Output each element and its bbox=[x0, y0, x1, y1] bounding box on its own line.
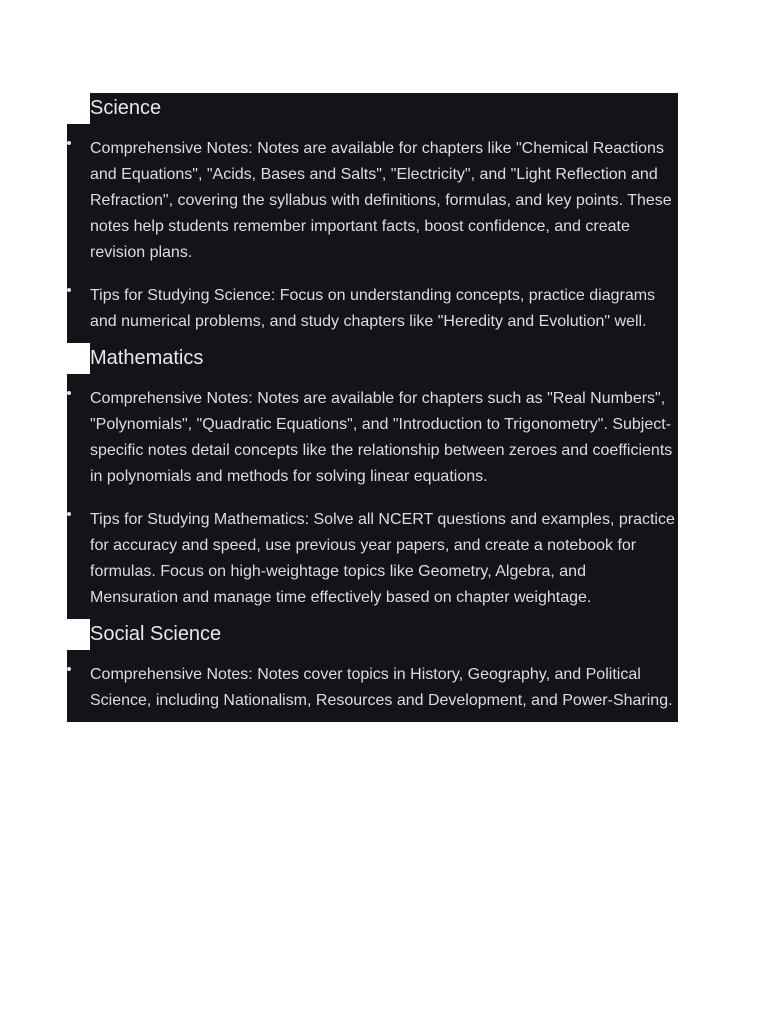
list-item bbox=[67, 124, 678, 274]
bullet-icon bbox=[67, 512, 71, 516]
list-item-text: Comprehensive Notes: Notes are available for chapters such as "Real Numbers", "Polynomials", "Quadratic Equations", and "Introduction to Trigonometry". Subject-specific notes detail concepts like the relationship between zeroes and coefficients in polynomials and methods for solving linear equations. bbox=[90, 390, 673, 485]
section-heading: Social Science bbox=[90, 619, 678, 650]
list-item-text: Comprehensive Notes: Notes cover topics in History, Geography, and Political Science, including Nationalism, Resources and Development, and Power-Sharing. bbox=[90, 666, 673, 709]
list-item-text: Tips for Studying Science: Focus on understanding concepts, practice diagrams and numerical problems, and study chapters like "Heredity and Evolution" well. bbox=[90, 287, 656, 330]
section-heading: Science bbox=[90, 93, 678, 124]
document-body bbox=[67, 93, 678, 722]
bullet-icon bbox=[67, 667, 71, 671]
bullet-list bbox=[67, 374, 678, 619]
bullet-list bbox=[67, 650, 678, 722]
list-item bbox=[67, 274, 678, 343]
bullet-icon bbox=[67, 288, 71, 292]
bullet-icon bbox=[67, 391, 71, 395]
list-item bbox=[67, 374, 678, 498]
section-mathematics bbox=[67, 343, 678, 619]
list-item-text: Comprehensive Notes: Notes are available for chapters like "Chemical Reactions and Equations", "Acids, Bases and Salts", "Electricity", and "Light Reflection and Refraction", covering the syllabus with definitions, formulas, and key points. These notes help students remember important facts, boost confidence, and create revision plans. bbox=[90, 140, 672, 261]
section-social-science bbox=[67, 619, 678, 722]
section-science bbox=[67, 93, 678, 343]
list-item bbox=[67, 650, 678, 722]
list-item-text: Tips for Studying Mathematics: Solve all NCERT questions and examples, practice for accuracy and speed, use previous year papers, and create a notebook for formulas. Focus on high-weightage topics like Geometry, Algebra, and Mensuration and manage time effectively based on chapter weightage. bbox=[90, 511, 675, 606]
bullet-list bbox=[67, 124, 678, 343]
list-item bbox=[67, 498, 678, 619]
section-heading: Mathematics bbox=[90, 343, 678, 374]
bullet-icon bbox=[67, 141, 71, 145]
